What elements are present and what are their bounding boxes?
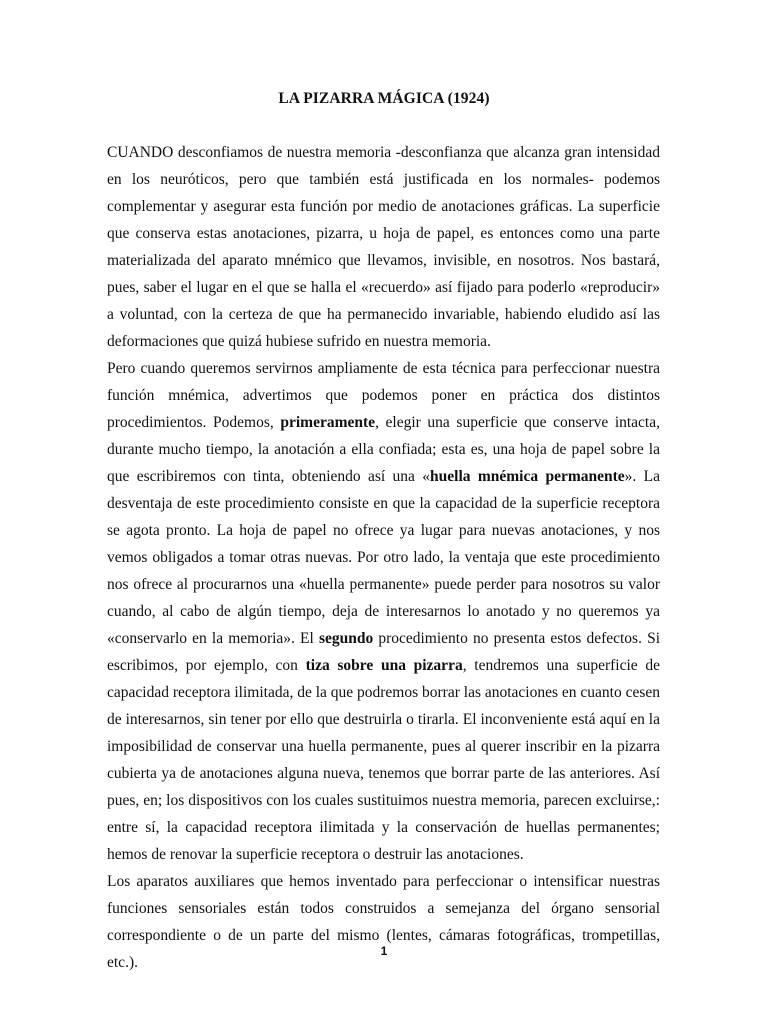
paragraph [107, 355, 660, 868]
bold-text: segundo [318, 630, 374, 647]
text-run: , elegir una superficie que conserve intacta, durante mucho tiempo, la anotación a ella confiada; esta es, una hoja de papel sobre la que escribiremos con tinta, obteniendo así una « [107, 414, 660, 485]
bold-text: huella mnémica permanente [430, 468, 625, 485]
text-run: CUANDO desconfiamos de nuestra memoria -desconfianza que alcanza gran intensidad en los neuróticos, pero que también está justificada en los normales- podemos complementar y asegurar esta función por medio de anotaciones gráficas. La superficie que conserva estas anotaciones, pizarra, u hoja de papel, es entonces como una parte materializada del aparato mnémico que llevamos, invisible, en nosotros. Nos bastará, pues, saber el lugar en el que se halla el «recuerdo» así fijado para poderlo «reproducir» a voluntad, con la certeza de que ha permanecido invariable, habiendo eludido así las deformaciones que quizá hubiese sufrido en nuestra memoria. [107, 144, 660, 350]
text-run: Pero cuando queremos servirnos ampliamente de esta técnica para perfeccionar nuestra función mnémica, advertimos que podemos poner en práctica dos distintos procedimientos. Podemos, [107, 360, 660, 431]
text-run: ». La desventaja de este procedimiento consiste en que la capacidad de la superficie receptora se agota pronto. La hoja de papel no ofrece ya lugar para nuevas anotaciones, y nos vemos obligados a tomar otras nuevas. Por otro lado, la ventaja que este procedimiento nos ofrece al procurarnos una «huella permanente» puede perder para nosotros su valor cuando, al cabo de algún tiempo, deja de interesarnos lo anotado y no queremos ya «conservarlo en la memoria». El [107, 468, 660, 647]
text-run: Los aparatos auxiliares que hemos inventado para perfeccionar o intensificar nuestras funciones sensoriales están todos construidos a semejanza del órgano sensorial correspondiente o de un parte del mismo (lentes, cámaras fotográficas, trompetillas, etc.). [107, 873, 660, 971]
bold-text: tiza sobre una pizarra [305, 657, 463, 674]
body-text [107, 139, 660, 976]
page-number: 1 [380, 944, 388, 958]
page-title: LA PIZARRA MÁGICA (1924) [278, 90, 490, 107]
paragraph [107, 139, 660, 355]
paragraph [107, 868, 660, 976]
text-run: , tendremos una superficie de capacidad receptora ilimitada, de la que podremos borrar las anotaciones en cuanto cesen de interesarnos, sin tener por ello que destruirla o tirarla. El inconveniente está aquí en la imposibilidad de conservar una huella permanente, pues al querer inscribir en la pizarra cubierta ya de anotaciones alguna nueva, tenemos que borrar parte de las anteriores. Así pues, en; los dispositivos con los cuales sustituimos nuestra memoria, parecen excluirse,: entre sí, la capacidad receptora ilimitada y la conservación de huellas permanentes; hemos de renovar la superficie receptora o destruir las anotaciones. [107, 657, 661, 863]
text-run: procedimiento no presenta estos defectos. Si escribimos, por ejemplo, con [107, 630, 661, 674]
bold-text: primeramente [280, 414, 376, 431]
